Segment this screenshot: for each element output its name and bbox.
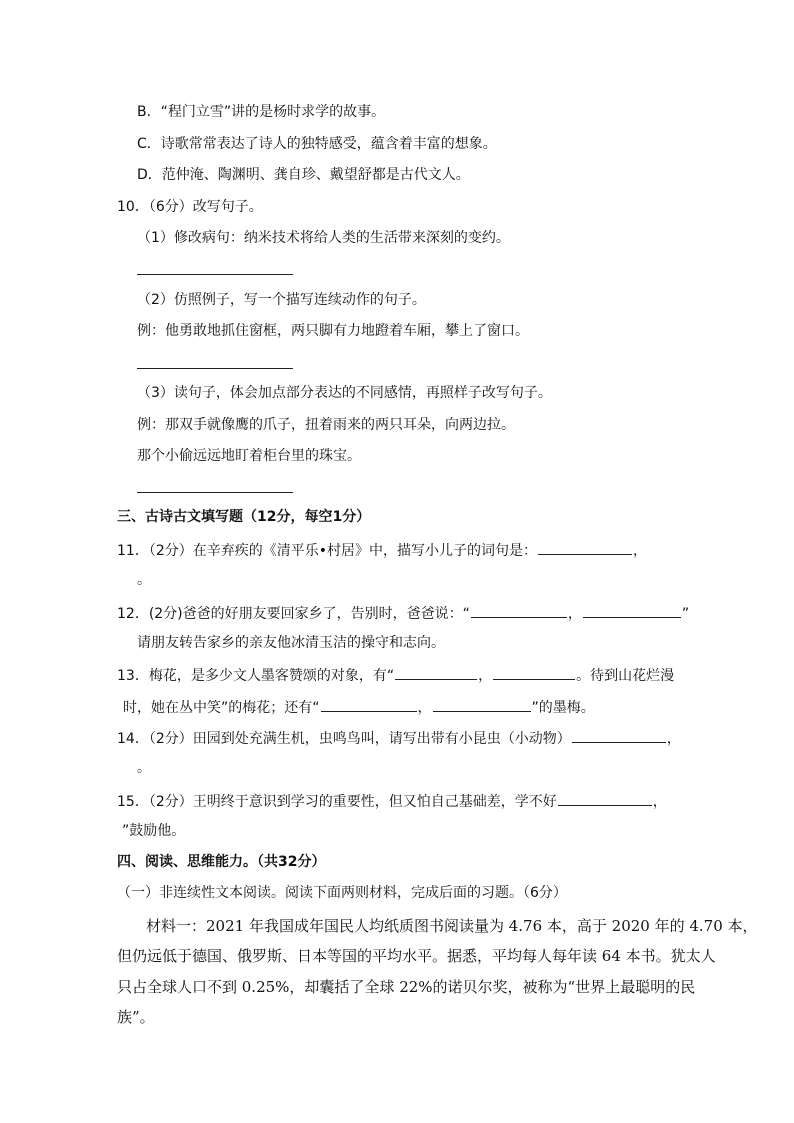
q9-option-c: C．诗歌常常表达了诗人的独特感受，蕴含着丰富的想象。: [137, 136, 497, 152]
q13-blank-4[interactable]: [433, 696, 531, 712]
q13-blank-3[interactable]: [321, 696, 417, 712]
q12-blank-2[interactable]: [583, 602, 681, 618]
q13: [117, 664, 674, 686]
q10-part2-example: 例：他勇敢地抓住窗框，两只脚有力地蹬着车厢，攀上了窗口。: [137, 323, 529, 339]
q10-part3-sentence: 那个小偷远远地盯着柜台里的珠宝。: [137, 448, 361, 464]
q9-option-b: B．“程门立雪”讲的是杨时求学的故事。: [137, 104, 386, 120]
material1-line3: 只占全球人口不到 0.25%，却囊括了全球 22%的诺贝尔奖，被称为“世界上最聪明的民: [117, 978, 696, 996]
q10-part2-answer-line[interactable]: [137, 368, 293, 369]
q15-blank-1[interactable]: [558, 790, 652, 806]
material1-line1: 材料一：2021 年我国成年国民人均纸质图书阅读量为 4.76 本，高于 2020 年的 4.70 本，: [146, 917, 758, 935]
q10-part3-answer-line[interactable]: [137, 492, 293, 493]
q11-end: 。: [137, 572, 151, 588]
material1-line4: 族”。: [117, 1008, 155, 1026]
material1-line2: 但仍远低于德国、俄罗斯、日本等国的平均水平。据悉，平均每人每年读 64 本书。犹太人: [117, 947, 716, 965]
q15-text: 15．（2分）王明终于意识到学习的重要性，但又怕自己基础差，学不好: [117, 794, 557, 810]
q9-option-d: D．范仲淹、陶渊明、龚自珍、戴望舒都是古代文人。: [137, 167, 470, 183]
q10-part2: （2）仿照例子，写一个描写连续动作的句子。: [137, 292, 426, 308]
q13-blank-2[interactable]: [493, 664, 575, 680]
q11: [117, 539, 647, 561]
q14-blank-1[interactable]: [572, 727, 666, 743]
q15: [117, 790, 667, 812]
q13-comma-2: ，: [417, 700, 432, 716]
q12-blank-1[interactable]: [471, 602, 567, 618]
q13-line2-end: ”的墨梅。: [531, 700, 595, 716]
q10-title: 10．（6分）改写句子。: [117, 199, 263, 215]
q14-text: 14．（2分）田园到处充满生机，虫鸣鸟叫，请写出带有小昆虫（小动物）: [117, 731, 571, 747]
q12-comma: ，: [567, 606, 582, 622]
q13-mid: 。待到山花烂漫: [576, 668, 675, 684]
q10-part3: （3）读句子，体会加点部分表达的不同感情，再照样子改写句子。: [137, 385, 552, 401]
q12-text: 12．(2分)爸爸的好朋友要回家乡了，告别时，爸爸说：“: [117, 606, 470, 622]
q10-part1: （1）修改病句：纳米技术将给人类的生活带来深刻的变约。: [137, 230, 510, 246]
q11-comma: ，: [632, 543, 647, 559]
q14-end: 。: [137, 760, 151, 776]
q13-line2: [123, 696, 595, 718]
section-4-title: 四、阅读、思维能力。（共32分）: [117, 854, 326, 870]
q11-blank-1[interactable]: [538, 539, 632, 555]
q10-part3-example: 例：那双手就像鹰的爪子，扭着雨来的两只耳朵，向两边拉。: [137, 417, 515, 433]
q10-part1-answer-line[interactable]: [137, 274, 293, 275]
part-1-title: （一）非连续性文本阅读。阅读下面两则材料，完成后面的习题。（6分）: [117, 885, 567, 901]
q15-line2: ”鼓励他。: [122, 823, 186, 839]
q14: [117, 727, 681, 749]
q13-comma: ，: [478, 668, 493, 684]
section-3-title: 三、古诗古文填写题（12分，每空1分）: [117, 509, 371, 525]
q12-line2: 请朋友转告家乡的亲友他冰清玉洁的操守和志向。: [137, 635, 445, 651]
q12: [117, 602, 689, 624]
q15-comma: ，: [652, 794, 667, 810]
q11-text: 11．（2分）在辛弃疾的《清平乐•村居》中，描写小儿子的词句是：: [117, 543, 537, 559]
q12-close-quote: ”: [681, 606, 690, 622]
q13-line2-text: 时，她在丛中笑”的梅花；还有“: [123, 700, 320, 716]
q13-text: 13．梅花，是多少文人墨客赞颂的对象，有“: [117, 668, 395, 684]
q14-comma: ，: [666, 731, 681, 747]
q13-blank-1[interactable]: [395, 664, 477, 680]
